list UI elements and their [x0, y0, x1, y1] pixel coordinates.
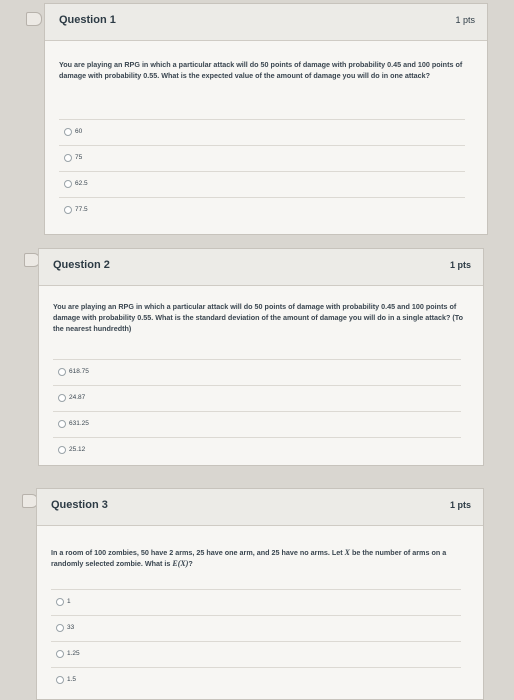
radio-button[interactable] [56, 676, 64, 684]
question-card-3 [36, 488, 484, 700]
question-text-part: In a room of 100 zombies, 50 have 2 arms, 25 have one arm, and 25 have no arms. Let [51, 548, 345, 557]
answer-label: 1 [67, 598, 71, 605]
answer-option[interactable] [51, 641, 461, 668]
question-text-part: be the number of arms on a randomly selected zombie. What is [51, 548, 447, 568]
question-title: Question 3 [51, 499, 108, 511]
answer-option[interactable] [51, 589, 461, 616]
answer-label: 1.5 [67, 676, 77, 683]
radio-button[interactable] [56, 650, 64, 658]
question-title: Question 2 [53, 259, 110, 271]
answer-label: 77.5 [75, 206, 88, 213]
answer-option[interactable] [53, 385, 461, 412]
radio-button[interactable] [58, 368, 66, 376]
question-card-2 [38, 248, 484, 466]
answer-label: 62.5 [75, 180, 88, 187]
question-points: 1 pts [455, 15, 475, 25]
radio-button[interactable] [58, 446, 66, 454]
radio-button[interactable] [56, 624, 64, 632]
answer-option[interactable] [51, 615, 461, 642]
answer-option[interactable] [53, 411, 461, 438]
answer-label: 618.75 [69, 368, 89, 375]
question-text [51, 547, 465, 569]
answer-label: 631.25 [69, 420, 89, 427]
flag-question-icon[interactable] [26, 12, 42, 26]
answer-option[interactable] [51, 667, 461, 694]
answer-label: 25.12 [69, 446, 86, 453]
answer-option[interactable] [53, 437, 461, 464]
answer-option[interactable] [59, 171, 465, 198]
question-points: 1 pts [449, 260, 471, 270]
radio-button[interactable] [64, 180, 72, 188]
radio-button[interactable] [58, 420, 66, 428]
answer-option[interactable] [59, 197, 465, 224]
answer-label: 75 [75, 154, 83, 161]
math-variable: X [344, 548, 350, 557]
question-header [45, 4, 487, 41]
answer-label: 1.25 [67, 650, 80, 657]
question-text: You are playing an RPG in which a particular attack will do 50 points of damage with probability 0.45 and 100 points of damage with probability 0.55. What is the expected value of the amount of damage you will do in one attack? [59, 60, 463, 80]
answer-option[interactable] [53, 359, 461, 386]
answer-label: 33 [67, 624, 75, 631]
radio-button[interactable] [64, 128, 72, 136]
question-text-part: ? [188, 559, 193, 568]
radio-button[interactable] [64, 154, 72, 162]
answer-label: 60 [75, 128, 83, 135]
question-text: You are playing an RPG in which a particular attack will do 50 points of damage with probability 0.45 and 100 points of damage with probability 0.55. What is the standard deviation of the amount of damage you will do in a single attack? (To the nearest hundredth) [53, 302, 464, 333]
answer-label: 24.87 [69, 394, 86, 401]
radio-button[interactable] [64, 206, 72, 214]
question-header [39, 249, 483, 286]
radio-button[interactable] [58, 394, 66, 402]
question-points: 1 pts [449, 500, 471, 510]
question-title: Question 1 [59, 14, 116, 26]
question-header [37, 489, 483, 526]
answer-option[interactable] [59, 145, 465, 172]
math-expression: E(X) [172, 559, 189, 568]
answer-option[interactable] [59, 119, 465, 146]
question-card-1 [44, 3, 488, 235]
radio-button[interactable] [56, 598, 64, 606]
